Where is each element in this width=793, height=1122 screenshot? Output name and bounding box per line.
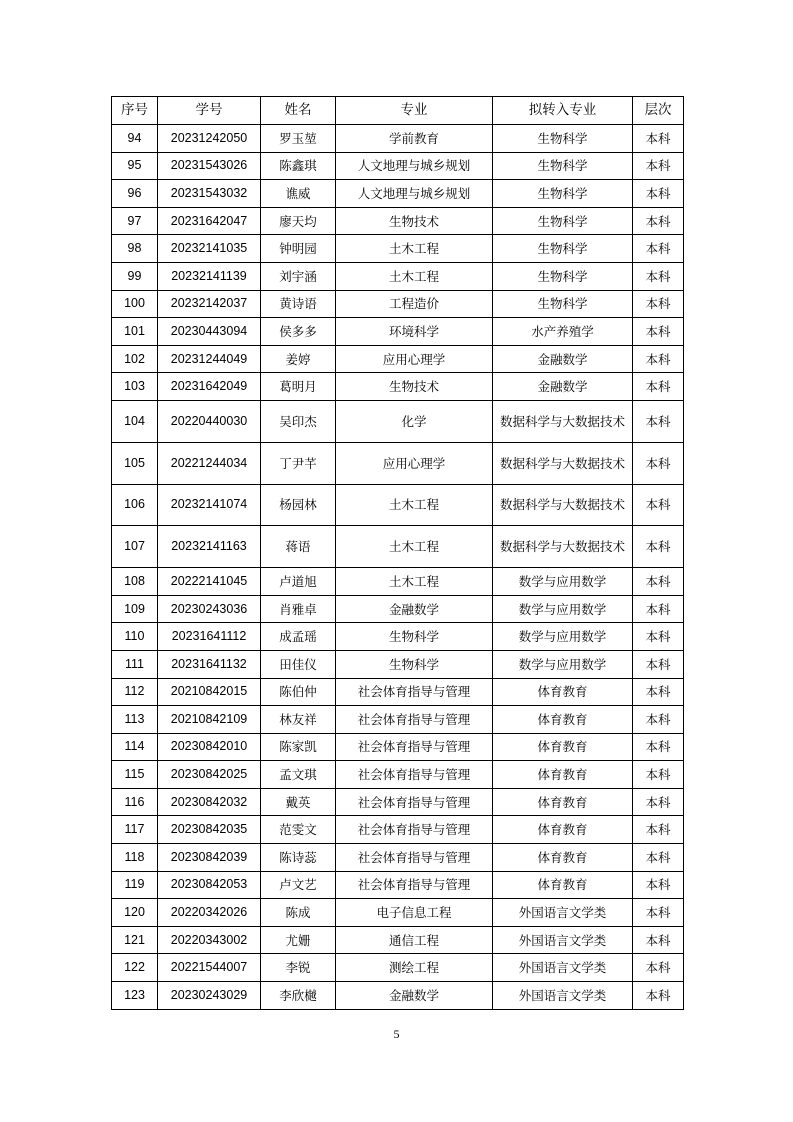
cell-target-major: 体育教育 [493, 706, 633, 734]
cell-name: 戴英 [261, 788, 336, 816]
cell-target-major: 体育教育 [493, 844, 633, 872]
cell-target-major: 生物科学 [493, 235, 633, 263]
table-body [112, 125, 684, 1010]
cell-major: 通信工程 [336, 926, 493, 954]
cell-target-major: 金融数学 [493, 373, 633, 401]
cell-serial-no: 108 [112, 568, 158, 596]
cell-student-id: 20232141163 [158, 526, 261, 568]
cell-student-id: 20220342026 [158, 899, 261, 927]
cell-serial-no: 119 [112, 871, 158, 899]
table-row [112, 954, 684, 982]
cell-serial-no: 115 [112, 761, 158, 789]
cell-serial-no: 98 [112, 235, 158, 263]
cell-name: 陈诗蕊 [261, 844, 336, 872]
cell-name: 姜婷 [261, 345, 336, 373]
header-name: 姓名 [261, 97, 336, 125]
cell-level: 本科 [633, 844, 684, 872]
student-transfer-table [111, 96, 684, 1010]
cell-name: 尤姗 [261, 926, 336, 954]
cell-target-major: 金融数学 [493, 345, 633, 373]
cell-name: 黄诗语 [261, 290, 336, 318]
cell-level: 本科 [633, 623, 684, 651]
cell-serial-no: 100 [112, 290, 158, 318]
cell-student-id: 20230243029 [158, 982, 261, 1010]
cell-level: 本科 [633, 526, 684, 568]
cell-level: 本科 [633, 442, 684, 484]
cell-student-id: 20231242050 [158, 125, 261, 153]
cell-name: 孟文琪 [261, 761, 336, 789]
table-row [112, 706, 684, 734]
cell-serial-no: 103 [112, 373, 158, 401]
header-major: 专业 [336, 97, 493, 125]
cell-target-major: 数据科学与大数据技术 [493, 484, 633, 526]
cell-level: 本科 [633, 650, 684, 678]
cell-target-major: 体育教育 [493, 816, 633, 844]
cell-target-major: 数据科学与大数据技术 [493, 526, 633, 568]
cell-target-major: 体育教育 [493, 871, 633, 899]
cell-target-major: 外国语言文学类 [493, 899, 633, 927]
cell-serial-no: 94 [112, 125, 158, 153]
cell-level: 本科 [633, 290, 684, 318]
cell-level: 本科 [633, 982, 684, 1010]
cell-name: 蒋语 [261, 526, 336, 568]
cell-level: 本科 [633, 180, 684, 208]
cell-target-major: 水产养殖学 [493, 318, 633, 346]
cell-level: 本科 [633, 400, 684, 442]
cell-serial-no: 118 [112, 844, 158, 872]
cell-major: 生物科学 [336, 650, 493, 678]
table-row [112, 733, 684, 761]
cell-serial-no: 120 [112, 899, 158, 927]
cell-name: 刘宇涵 [261, 262, 336, 290]
cell-level: 本科 [633, 235, 684, 263]
cell-target-major: 体育教育 [493, 733, 633, 761]
cell-name: 林友祥 [261, 706, 336, 734]
cell-serial-no: 102 [112, 345, 158, 373]
cell-serial-no: 110 [112, 623, 158, 651]
cell-target-major: 数据科学与大数据技术 [493, 442, 633, 484]
table-row [112, 678, 684, 706]
cell-major: 土木工程 [336, 235, 493, 263]
cell-major: 土木工程 [336, 526, 493, 568]
cell-name: 李欣樾 [261, 982, 336, 1010]
table-row [112, 788, 684, 816]
cell-student-id: 20210842109 [158, 706, 261, 734]
cell-major: 人文地理与城乡规划 [336, 152, 493, 180]
cell-level: 本科 [633, 207, 684, 235]
cell-target-major: 体育教育 [493, 761, 633, 789]
table-row [112, 595, 684, 623]
cell-student-id: 20231641112 [158, 623, 261, 651]
cell-student-id: 20230842053 [158, 871, 261, 899]
cell-major: 社会体育指导与管理 [336, 678, 493, 706]
cell-name: 田佳仪 [261, 650, 336, 678]
cell-serial-no: 117 [112, 816, 158, 844]
cell-name: 葛明月 [261, 373, 336, 401]
cell-serial-no: 109 [112, 595, 158, 623]
cell-serial-no: 106 [112, 484, 158, 526]
cell-student-id: 20230243036 [158, 595, 261, 623]
cell-name: 谯威 [261, 180, 336, 208]
cell-major: 土木工程 [336, 484, 493, 526]
cell-major: 人文地理与城乡规划 [336, 180, 493, 208]
cell-target-major: 外国语言文学类 [493, 982, 633, 1010]
header-row [112, 97, 684, 125]
cell-level: 本科 [633, 152, 684, 180]
cell-major: 生物技术 [336, 373, 493, 401]
table-row [112, 442, 684, 484]
cell-student-id: 20231642047 [158, 207, 261, 235]
cell-student-id: 20230842010 [158, 733, 261, 761]
header-student-id: 学号 [158, 97, 261, 125]
cell-serial-no: 113 [112, 706, 158, 734]
cell-student-id: 20231244049 [158, 345, 261, 373]
table-row [112, 844, 684, 872]
page-number: 5 [393, 1027, 400, 1041]
cell-serial-no: 122 [112, 954, 158, 982]
cell-serial-no: 95 [112, 152, 158, 180]
cell-student-id: 20210842015 [158, 678, 261, 706]
cell-level: 本科 [633, 318, 684, 346]
cell-level: 本科 [633, 733, 684, 761]
cell-level: 本科 [633, 899, 684, 927]
cell-name: 陈鑫琪 [261, 152, 336, 180]
cell-serial-no: 101 [112, 318, 158, 346]
cell-name: 丁尹芊 [261, 442, 336, 484]
cell-level: 本科 [633, 484, 684, 526]
table-row [112, 400, 684, 442]
table-row [112, 373, 684, 401]
cell-student-id: 20230842035 [158, 816, 261, 844]
table-row [112, 899, 684, 927]
cell-major: 学前教育 [336, 125, 493, 153]
cell-target-major: 数据科学与大数据技术 [493, 400, 633, 442]
cell-serial-no: 112 [112, 678, 158, 706]
cell-target-major: 体育教育 [493, 788, 633, 816]
cell-level: 本科 [633, 871, 684, 899]
cell-name: 卢道旭 [261, 568, 336, 596]
cell-student-id: 20231642049 [158, 373, 261, 401]
table-row [112, 235, 684, 263]
cell-major: 社会体育指导与管理 [336, 733, 493, 761]
cell-level: 本科 [633, 373, 684, 401]
cell-level: 本科 [633, 761, 684, 789]
table-row [112, 290, 684, 318]
cell-major: 应用心理学 [336, 442, 493, 484]
table-row [112, 262, 684, 290]
header-serial-no: 序号 [112, 97, 158, 125]
cell-major: 社会体育指导与管理 [336, 816, 493, 844]
cell-serial-no: 96 [112, 180, 158, 208]
cell-name: 范雯文 [261, 816, 336, 844]
cell-level: 本科 [633, 816, 684, 844]
cell-level: 本科 [633, 595, 684, 623]
cell-student-id: 20230443094 [158, 318, 261, 346]
table-row [112, 568, 684, 596]
table-row [112, 650, 684, 678]
cell-major: 电子信息工程 [336, 899, 493, 927]
cell-target-major: 生物科学 [493, 207, 633, 235]
cell-serial-no: 107 [112, 526, 158, 568]
cell-target-major: 生物科学 [493, 180, 633, 208]
cell-level: 本科 [633, 262, 684, 290]
cell-level: 本科 [633, 926, 684, 954]
table-row [112, 152, 684, 180]
cell-student-id: 20230842025 [158, 761, 261, 789]
cell-target-major: 生物科学 [493, 125, 633, 153]
cell-student-id: 20232142037 [158, 290, 261, 318]
cell-target-major: 生物科学 [493, 262, 633, 290]
cell-student-id: 20231543026 [158, 152, 261, 180]
cell-serial-no: 114 [112, 733, 158, 761]
cell-target-major: 生物科学 [493, 152, 633, 180]
cell-name: 杨园林 [261, 484, 336, 526]
cell-major: 金融数学 [336, 982, 493, 1010]
cell-major: 社会体育指导与管理 [336, 706, 493, 734]
cell-major: 生物技术 [336, 207, 493, 235]
table-row [112, 125, 684, 153]
table-row [112, 207, 684, 235]
table-header [112, 97, 684, 125]
cell-student-id: 20230842032 [158, 788, 261, 816]
cell-name: 侯多多 [261, 318, 336, 346]
cell-name: 吴印杰 [261, 400, 336, 442]
cell-name: 钟明园 [261, 235, 336, 263]
cell-serial-no: 97 [112, 207, 158, 235]
cell-serial-no: 121 [112, 926, 158, 954]
cell-major: 社会体育指导与管理 [336, 844, 493, 872]
cell-student-id: 20222141045 [158, 568, 261, 596]
cell-name: 肖雅卓 [261, 595, 336, 623]
cell-level: 本科 [633, 568, 684, 596]
cell-major: 化学 [336, 400, 493, 442]
table-row [112, 816, 684, 844]
table-row [112, 484, 684, 526]
table-row [112, 345, 684, 373]
cell-major: 社会体育指导与管理 [336, 788, 493, 816]
cell-target-major: 外国语言文学类 [493, 954, 633, 982]
cell-student-id: 20230842039 [158, 844, 261, 872]
table-row [112, 623, 684, 651]
cell-major: 生物科学 [336, 623, 493, 651]
cell-name: 李锐 [261, 954, 336, 982]
cell-student-id: 20221244034 [158, 442, 261, 484]
cell-name: 罗玉堃 [261, 125, 336, 153]
cell-major: 工程造价 [336, 290, 493, 318]
cell-name: 卢文艺 [261, 871, 336, 899]
cell-student-id: 20221544007 [158, 954, 261, 982]
cell-student-id: 20232141035 [158, 235, 261, 263]
table-row [112, 982, 684, 1010]
cell-major: 社会体育指导与管理 [336, 871, 493, 899]
cell-target-major: 生物科学 [493, 290, 633, 318]
cell-serial-no: 111 [112, 650, 158, 678]
cell-name: 成孟瑶 [261, 623, 336, 651]
cell-serial-no: 123 [112, 982, 158, 1010]
table-row [112, 926, 684, 954]
cell-target-major: 体育教育 [493, 678, 633, 706]
cell-name: 廖天均 [261, 207, 336, 235]
cell-serial-no: 99 [112, 262, 158, 290]
table-row [112, 871, 684, 899]
cell-student-id: 20232141139 [158, 262, 261, 290]
cell-major: 应用心理学 [336, 345, 493, 373]
cell-level: 本科 [633, 125, 684, 153]
cell-serial-no: 104 [112, 400, 158, 442]
header-level: 层次 [633, 97, 684, 125]
cell-serial-no: 105 [112, 442, 158, 484]
table-row [112, 318, 684, 346]
cell-student-id: 20231543032 [158, 180, 261, 208]
table-row [112, 180, 684, 208]
cell-level: 本科 [633, 788, 684, 816]
cell-student-id: 20220440030 [158, 400, 261, 442]
cell-name: 陈家凯 [261, 733, 336, 761]
cell-target-major: 数学与应用数学 [493, 650, 633, 678]
header-target-major: 拟转入专业 [493, 97, 633, 125]
cell-student-id: 20232141074 [158, 484, 261, 526]
table-row [112, 526, 684, 568]
cell-level: 本科 [633, 706, 684, 734]
cell-target-major: 数学与应用数学 [493, 623, 633, 651]
cell-target-major: 外国语言文学类 [493, 926, 633, 954]
cell-level: 本科 [633, 345, 684, 373]
cell-major: 社会体育指导与管理 [336, 761, 493, 789]
cell-serial-no: 116 [112, 788, 158, 816]
cell-major: 测绘工程 [336, 954, 493, 982]
cell-major: 土木工程 [336, 568, 493, 596]
cell-level: 本科 [633, 678, 684, 706]
cell-target-major: 数学与应用数学 [493, 568, 633, 596]
cell-major: 环境科学 [336, 318, 493, 346]
cell-level: 本科 [633, 954, 684, 982]
cell-student-id: 20231641132 [158, 650, 261, 678]
cell-name: 陈成 [261, 899, 336, 927]
cell-major: 金融数学 [336, 595, 493, 623]
table-row [112, 761, 684, 789]
cell-name: 陈伯仲 [261, 678, 336, 706]
cell-student-id: 20220343002 [158, 926, 261, 954]
cell-target-major: 数学与应用数学 [493, 595, 633, 623]
cell-major: 土木工程 [336, 262, 493, 290]
